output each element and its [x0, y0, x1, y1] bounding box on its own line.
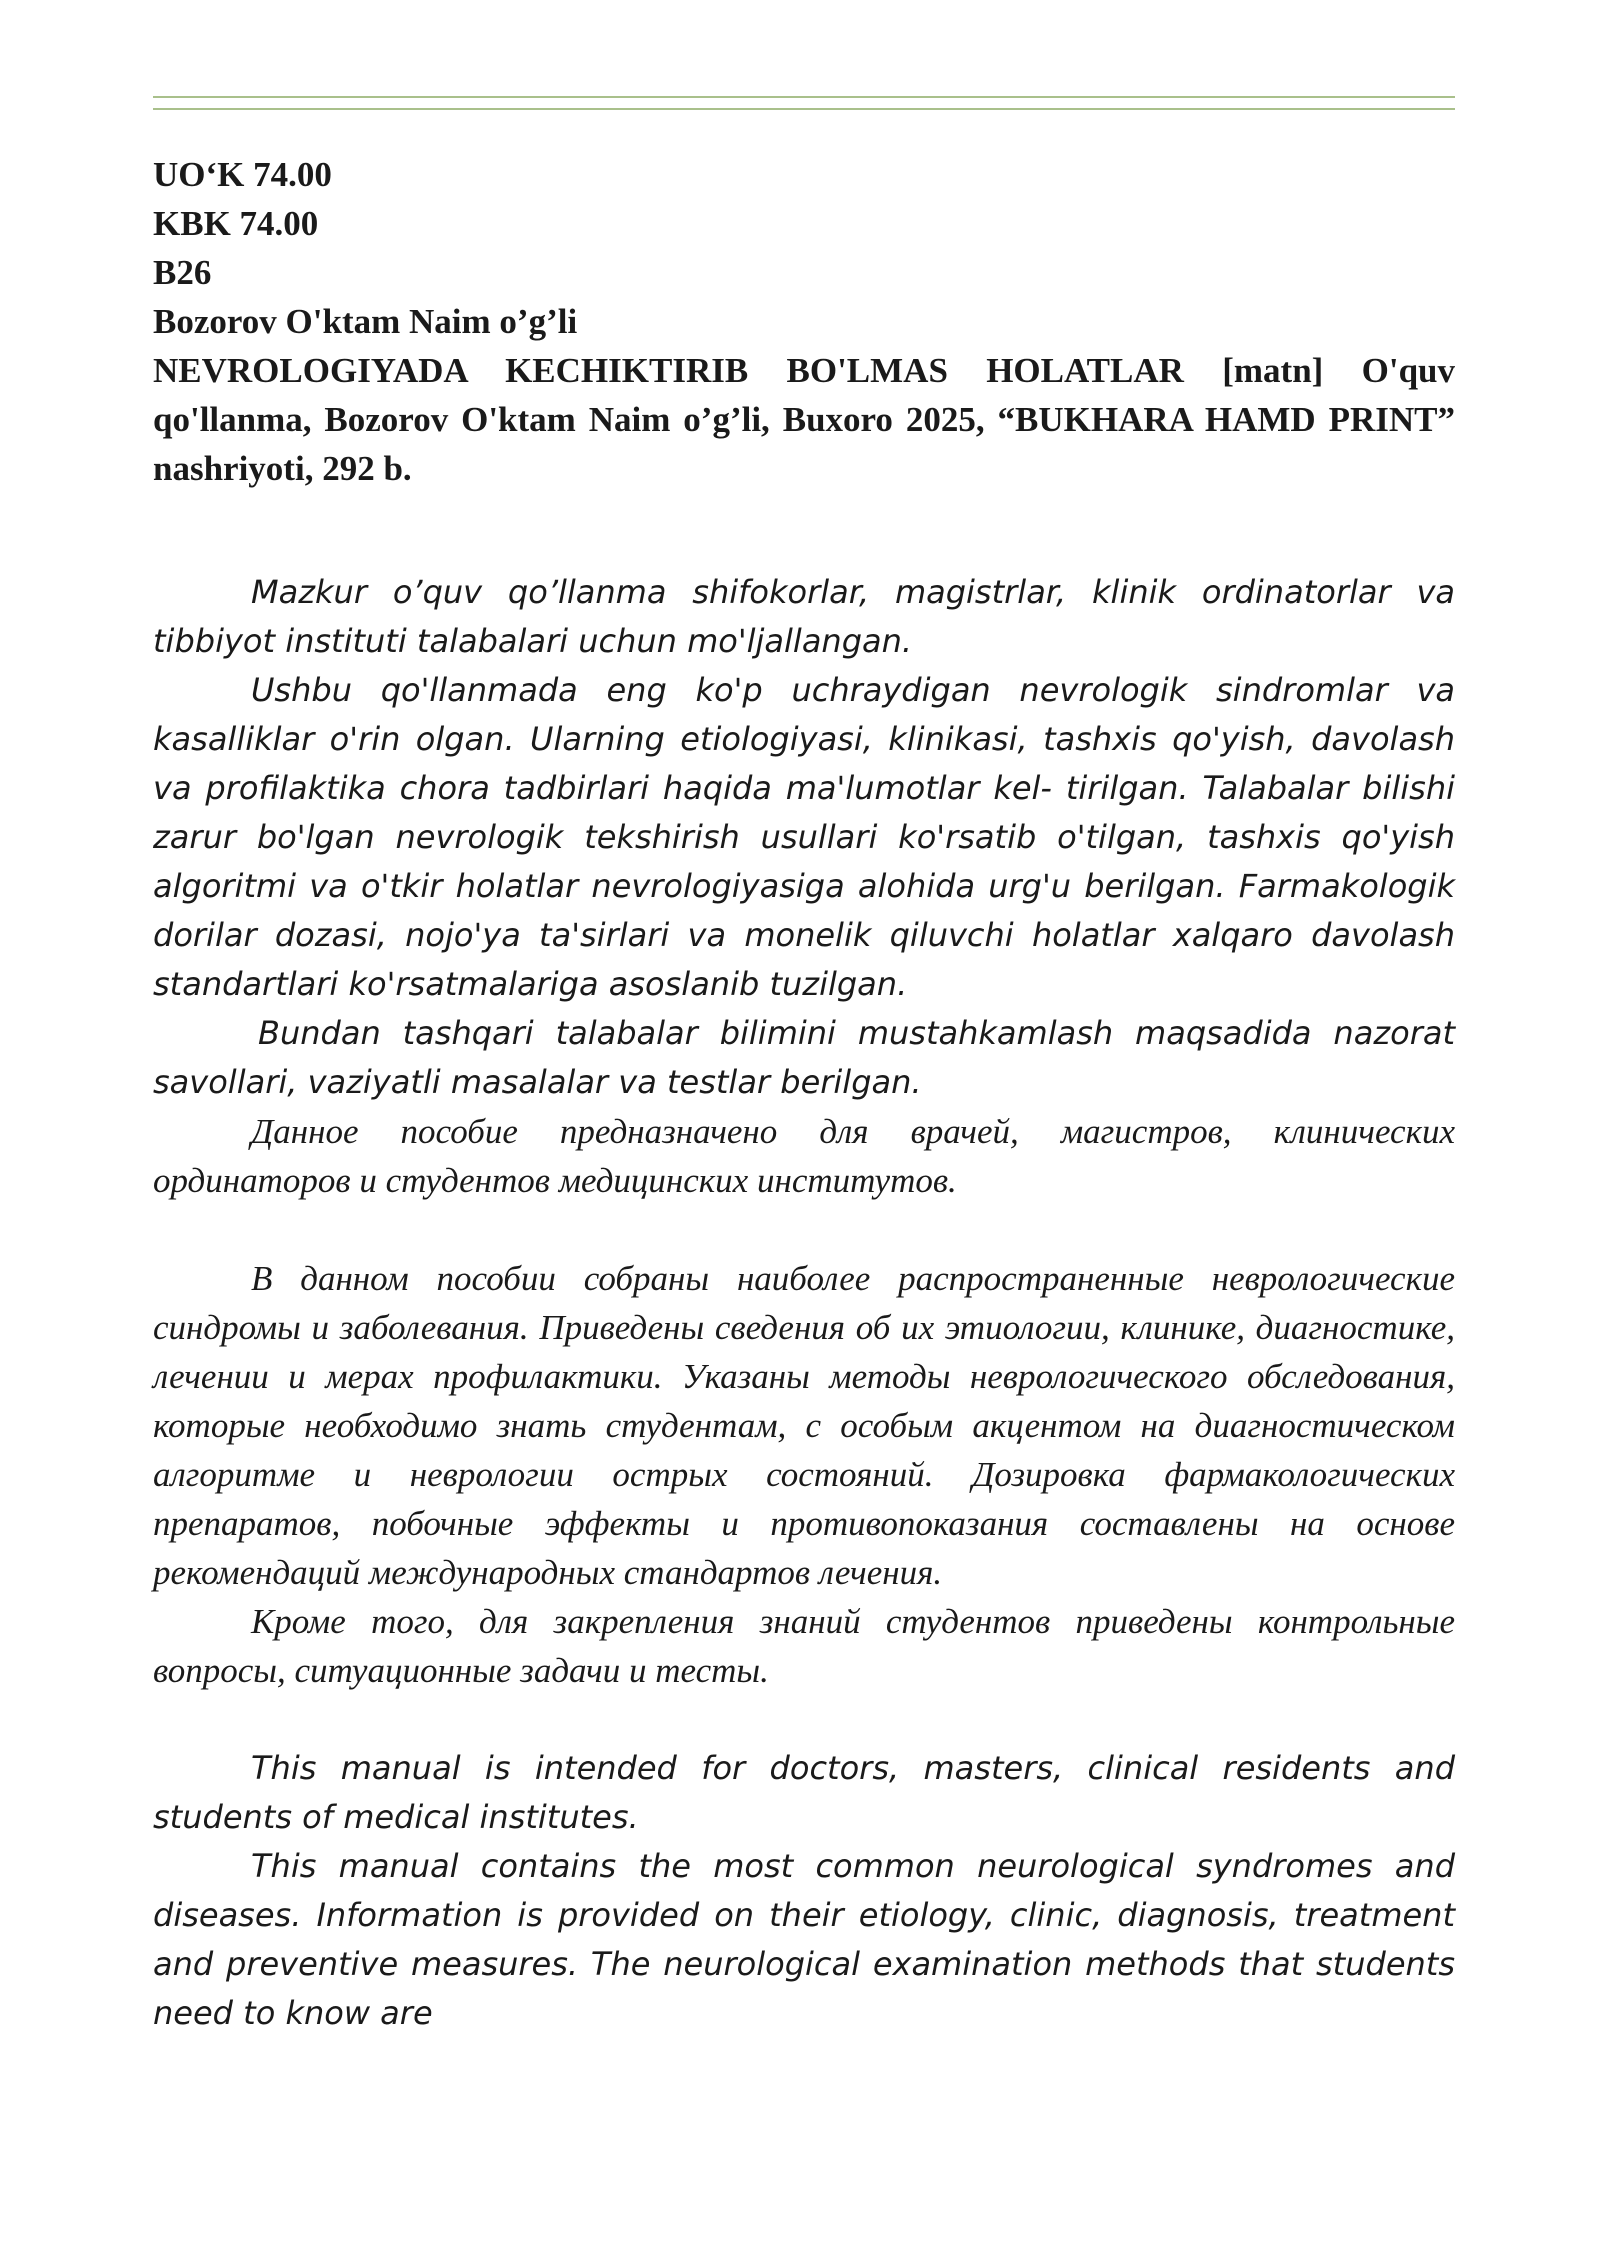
bbk-code: KBK 74.00 [153, 204, 319, 243]
uzbek-paragraph-1: Mazkur o’quv qo’llanma shifokorlar, magistrlar, klinik ordinatorlar va tibbiyot instituti talabalari uchun mo'ljallangan. [153, 573, 1455, 660]
author-name: Bozorov O'ktam Naim o’g’li [153, 302, 578, 341]
book-title-record: NEVROLOGIYADA KECHIKTIRIB BO'LMAS HOLATLAR [matn] O'quv qo'llanma, Bozorov O'ktam Naim o’g’li, Buxoro 2025, “BUKHARA HAMD PRINT” nashriyoti, 292 b. [153, 351, 1455, 488]
bibliographic-block [153, 150, 1455, 493]
author-code: B26 [153, 253, 212, 292]
header-rule-bottom [153, 108, 1455, 110]
english-paragraph-2: This manual contains the most common neurological syndromes and diseases. Information is provided on their etiology, clinic, diagnosis, treatment and preventive measures. The neurological examination methods that students need to know are [153, 1847, 1455, 2032]
uzbek-paragraph-2: Ushbu qo'llanmada eng ko'p uchraydigan nevrologik sindromlar va kasalliklar o'rin olgan. Ularning etiologiyasi, klinikasi, tashxis qo'yish, davolash va profilaktika chora tadbirlari haqida ma'lumotlar kel- tirilgan. Talabalar bilishi zarur bo'lgan nevrologik tekshirish usullari ko'rsatib o'tilgan, tashxis qo'yish algoritmi va o'tkir holatlar nevrologiyasiga alohida urg'u berilgan. Farmakologik dorilar dozasi, nojo'ya ta'sirlari va monelik qiluvchi holatlar xalqaro davolash standartlari ko'rsatmalariga asoslanib tuzilgan. [153, 671, 1455, 1003]
header-rule-top [153, 96, 1455, 98]
section-gap [153, 1205, 1455, 1254]
english-paragraph-1: This manual is intended for doctors, masters, clinical residents and students of medical institutes. [153, 1749, 1455, 1836]
udk-code: UO‘K 74.00 [153, 155, 332, 194]
abstract-body [153, 568, 1455, 2038]
russian-paragraph-3: Кроме того, для закрепления знаний студентов приведены контрольные вопросы, ситуационные задачи и тесты. [153, 1602, 1455, 1690]
uzbek-paragraph-3: Bundan tashqari talabalar bilimini mustahkamlash maqsadida nazorat savollari, vaziyatli masalalar va testlar berilgan. [153, 1014, 1455, 1101]
russian-paragraph-1: Данное пособие предназначено для врачей, магистров, клинических ординаторов и студентов медицинских институтов. [153, 1112, 1455, 1200]
section-gap [153, 1695, 1455, 1744]
russian-paragraph-2: В данном пособии собраны наиболее распространенные неврологические синдромы и заболевания. Приведены сведения об их этиологии, клинике, диагностике, лечении и мерах профилактики. Указаны методы неврологического обследования, которые необходимо знать студентам, с особым акцентом на диагностическом алгоритме и неврологии острых состояний. Дозировка фармакологических препаратов, побочные эффекты и противопоказания составлены на основе рекомендаций международных стандартов лечения. [153, 1259, 1455, 1592]
